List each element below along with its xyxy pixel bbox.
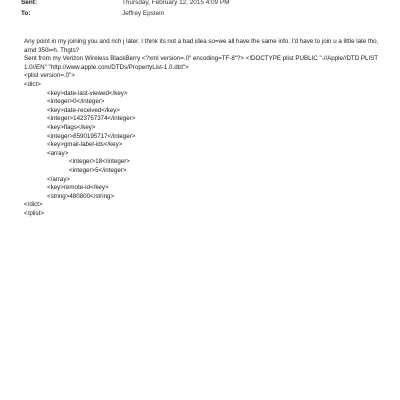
to-row: [21, 8, 381, 19]
plist-line: <integer>1423757374</integer>: [47, 115, 136, 123]
plist-line: <dict>: [24, 80, 41, 88]
plist-line: </dict>: [24, 201, 43, 209]
plist-line: <key>gmail-label-ids</key>: [47, 141, 123, 149]
email-header: [21, 0, 381, 19]
plist-line: <key>remote-id</key>: [47, 184, 109, 192]
plist-line: <key>flags</key>: [47, 123, 96, 131]
plist-line: <plist version=.0">: [24, 72, 75, 80]
sent-row: [21, 0, 381, 8]
plist-line: <integer>5</integer>: [69, 166, 127, 174]
message-paragraph: Any point in my joining you and rich j later. I think its not a bad idea so=we all have the same info. I'd have to join u a little late tho, arnd 350i=h. Thgts?: [24, 38, 379, 54]
plist-line: <integer>18</integer>: [69, 158, 130, 166]
plist-line: <array>: [47, 149, 69, 157]
to-value: Jeffrey Epstein: [122, 10, 165, 17]
email-body: [24, 38, 384, 218]
plist-line: </plist>: [24, 209, 44, 217]
plist-line: <integer>0</integer>: [47, 98, 105, 106]
sent-label: Sent:: [21, 0, 37, 6]
to-label: To:: [21, 10, 31, 17]
plist-line: <key>date-received</key>: [47, 106, 120, 114]
plist-line: <integer>8590195717</integer>: [47, 132, 136, 140]
plist-line: </array>: [47, 175, 71, 183]
sent-value: Thursday, February 12, 2015 4:09 PM: [122, 0, 230, 6]
signature-line: Sent from my Verizon Wireless BlackBerry <?xml version=.0" encoding=TF-8"?> <!DOCTYPE plist PUBLIC "-//Apple//DTD PLIST 1.0//EN" "http://www.apple.com/DTDs/PropertyList-1.0.dtd">: [24, 55, 378, 71]
plist-line: <string>480800</string>: [47, 192, 115, 200]
plist-line: <key>date-last-viewed</key>: [47, 89, 128, 97]
plist-block: [24, 72, 384, 218]
